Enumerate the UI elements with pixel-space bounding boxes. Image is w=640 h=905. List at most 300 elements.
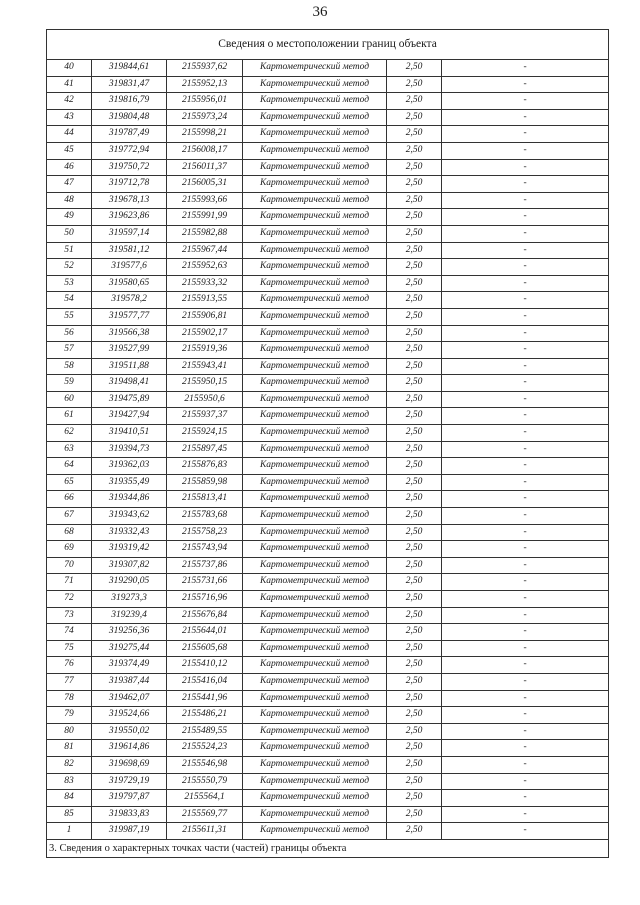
accuracy-cell: 2,50	[387, 275, 442, 292]
point-number-cell: 56	[47, 325, 92, 342]
description-cell: -	[442, 657, 609, 674]
y-coordinate-cell: 2155952,13	[167, 76, 243, 93]
accuracy-cell: 2,50	[387, 756, 442, 773]
y-coordinate-cell: 2155998,21	[167, 126, 243, 143]
description-cell: -	[442, 242, 609, 259]
y-coordinate-cell: 2155950,15	[167, 375, 243, 392]
accuracy-cell: 2,50	[387, 707, 442, 724]
y-coordinate-cell: 2155943,41	[167, 358, 243, 375]
accuracy-cell: 2,50	[387, 806, 442, 823]
y-coordinate-cell: 2155489,55	[167, 723, 243, 740]
method-cell: Картометрический метод	[243, 159, 387, 176]
accuracy-cell: 2,50	[387, 458, 442, 475]
accuracy-cell: 2,50	[387, 142, 442, 159]
description-cell: -	[442, 591, 609, 608]
method-cell: Картометрический метод	[243, 673, 387, 690]
x-coordinate-cell: 319344,86	[92, 491, 167, 508]
description-cell: -	[442, 541, 609, 558]
table-row	[47, 624, 609, 641]
accuracy-cell: 2,50	[387, 209, 442, 226]
y-coordinate-cell: 2155937,62	[167, 60, 243, 77]
accuracy-cell: 2,50	[387, 259, 442, 276]
x-coordinate-cell: 319614,86	[92, 740, 167, 757]
description-cell: -	[442, 823, 609, 840]
y-coordinate-cell: 2155933,32	[167, 275, 243, 292]
description-cell: -	[442, 458, 609, 475]
x-coordinate-cell: 319750,72	[92, 159, 167, 176]
accuracy-cell: 2,50	[387, 425, 442, 442]
method-cell: Картометрический метод	[243, 375, 387, 392]
method-cell: Картометрический метод	[243, 142, 387, 159]
x-coordinate-cell: 319833,83	[92, 806, 167, 823]
x-coordinate-cell: 319273,3	[92, 591, 167, 608]
x-coordinate-cell: 319374,49	[92, 657, 167, 674]
description-cell: -	[442, 508, 609, 525]
description-cell: -	[442, 209, 609, 226]
x-coordinate-cell: 319427,94	[92, 408, 167, 425]
table-body	[47, 30, 609, 858]
method-cell: Картометрический метод	[243, 425, 387, 442]
accuracy-cell: 2,50	[387, 126, 442, 143]
y-coordinate-cell: 2155546,98	[167, 756, 243, 773]
description-cell: -	[442, 557, 609, 574]
point-number-cell: 59	[47, 375, 92, 392]
x-coordinate-cell: 319787,49	[92, 126, 167, 143]
table-row	[47, 607, 609, 624]
point-number-cell: 44	[47, 126, 92, 143]
table-row	[47, 76, 609, 93]
method-cell: Картометрический метод	[243, 790, 387, 807]
table-row	[47, 375, 609, 392]
description-cell: -	[442, 790, 609, 807]
description-cell: -	[442, 109, 609, 126]
description-cell: -	[442, 142, 609, 159]
footer-note: 3. Сведения о характерных точках части (частей) границы объекта	[47, 839, 609, 857]
y-coordinate-cell: 2155906,81	[167, 308, 243, 325]
method-cell: Картометрический метод	[243, 508, 387, 525]
description-cell: -	[442, 192, 609, 209]
description-cell: -	[442, 756, 609, 773]
y-coordinate-cell: 2155605,68	[167, 640, 243, 657]
accuracy-cell: 2,50	[387, 60, 442, 77]
point-number-cell: 42	[47, 93, 92, 110]
point-number-cell: 63	[47, 441, 92, 458]
table-row	[47, 259, 609, 276]
x-coordinate-cell: 319844,61	[92, 60, 167, 77]
accuracy-cell: 2,50	[387, 93, 442, 110]
x-coordinate-cell: 319581,12	[92, 242, 167, 259]
point-number-cell: 58	[47, 358, 92, 375]
method-cell: Картометрический метод	[243, 192, 387, 209]
y-coordinate-cell: 2155731,66	[167, 574, 243, 591]
y-coordinate-cell: 2155716,96	[167, 591, 243, 608]
x-coordinate-cell: 319307,82	[92, 557, 167, 574]
point-number-cell: 71	[47, 574, 92, 591]
accuracy-cell: 2,50	[387, 109, 442, 126]
accuracy-cell: 2,50	[387, 391, 442, 408]
y-coordinate-cell: 2155876,83	[167, 458, 243, 475]
method-cell: Картометрический метод	[243, 773, 387, 790]
accuracy-cell: 2,50	[387, 225, 442, 242]
y-coordinate-cell: 2155991,99	[167, 209, 243, 226]
description-cell: -	[442, 259, 609, 276]
x-coordinate-cell: 319816,79	[92, 93, 167, 110]
table-row	[47, 591, 609, 608]
point-number-cell: 41	[47, 76, 92, 93]
accuracy-cell: 2,50	[387, 524, 442, 541]
point-number-cell: 82	[47, 756, 92, 773]
y-coordinate-cell: 2155644,01	[167, 624, 243, 641]
table-row	[47, 391, 609, 408]
point-number-cell: 67	[47, 508, 92, 525]
description-cell: -	[442, 225, 609, 242]
point-number-cell: 53	[47, 275, 92, 292]
point-number-cell: 68	[47, 524, 92, 541]
description-cell: -	[442, 425, 609, 442]
point-number-cell: 74	[47, 624, 92, 641]
y-coordinate-cell: 2155973,24	[167, 109, 243, 126]
y-coordinate-cell: 2155611,31	[167, 823, 243, 840]
y-coordinate-cell: 2155758,23	[167, 524, 243, 541]
table-row	[47, 773, 609, 790]
method-cell: Картометрический метод	[243, 723, 387, 740]
point-number-cell: 62	[47, 425, 92, 442]
table-row	[47, 126, 609, 143]
table-row	[47, 441, 609, 458]
point-number-cell: 43	[47, 109, 92, 126]
table-row	[47, 342, 609, 359]
point-number-cell: 80	[47, 723, 92, 740]
accuracy-cell: 2,50	[387, 690, 442, 707]
description-cell: -	[442, 60, 609, 77]
accuracy-cell: 2,50	[387, 408, 442, 425]
table-row	[47, 574, 609, 591]
method-cell: Картометрический метод	[243, 225, 387, 242]
description-cell: -	[442, 690, 609, 707]
x-coordinate-cell: 319577,77	[92, 308, 167, 325]
table-row	[47, 491, 609, 508]
table-row	[47, 690, 609, 707]
description-cell: -	[442, 342, 609, 359]
x-coordinate-cell: 319772,94	[92, 142, 167, 159]
point-number-cell: 81	[47, 740, 92, 757]
table-row	[47, 425, 609, 442]
accuracy-cell: 2,50	[387, 574, 442, 591]
table-row	[47, 308, 609, 325]
accuracy-cell: 2,50	[387, 591, 442, 608]
point-number-cell: 1	[47, 823, 92, 840]
y-coordinate-cell: 2155937,37	[167, 408, 243, 425]
description-cell: -	[442, 358, 609, 375]
x-coordinate-cell: 319797,87	[92, 790, 167, 807]
y-coordinate-cell: 2155550,79	[167, 773, 243, 790]
method-cell: Картометрический метод	[243, 657, 387, 674]
description-cell: -	[442, 806, 609, 823]
point-number-cell: 77	[47, 673, 92, 690]
x-coordinate-cell: 319987,19	[92, 823, 167, 840]
x-coordinate-cell: 319511,88	[92, 358, 167, 375]
description-cell: -	[442, 408, 609, 425]
accuracy-cell: 2,50	[387, 441, 442, 458]
method-cell: Картометрический метод	[243, 308, 387, 325]
y-coordinate-cell: 2155743,94	[167, 541, 243, 558]
point-number-cell: 73	[47, 607, 92, 624]
x-coordinate-cell: 319831,47	[92, 76, 167, 93]
point-number-cell: 84	[47, 790, 92, 807]
table-row	[47, 756, 609, 773]
x-coordinate-cell: 319712,78	[92, 176, 167, 193]
description-cell: -	[442, 325, 609, 342]
method-cell: Картометрический метод	[243, 441, 387, 458]
point-number-cell: 55	[47, 308, 92, 325]
point-number-cell: 60	[47, 391, 92, 408]
method-cell: Картометрический метод	[243, 242, 387, 259]
accuracy-cell: 2,50	[387, 308, 442, 325]
y-coordinate-cell: 2155569,77	[167, 806, 243, 823]
x-coordinate-cell: 319729,19	[92, 773, 167, 790]
y-coordinate-cell: 2155486,21	[167, 707, 243, 724]
y-coordinate-cell: 2155859,98	[167, 474, 243, 491]
boundary-table	[46, 29, 609, 858]
table-row	[47, 242, 609, 259]
description-cell: -	[442, 740, 609, 757]
table-row	[47, 292, 609, 309]
point-number-cell: 45	[47, 142, 92, 159]
x-coordinate-cell: 319580,65	[92, 275, 167, 292]
table-row	[47, 60, 609, 77]
method-cell: Картометрический метод	[243, 541, 387, 558]
y-coordinate-cell: 2155813,41	[167, 491, 243, 508]
method-cell: Картометрический метод	[243, 607, 387, 624]
section-header-row	[47, 30, 609, 60]
method-cell: Картометрический метод	[243, 126, 387, 143]
method-cell: Картометрический метод	[243, 524, 387, 541]
description-cell: -	[442, 524, 609, 541]
accuracy-cell: 2,50	[387, 640, 442, 657]
accuracy-cell: 2,50	[387, 375, 442, 392]
x-coordinate-cell: 319394,73	[92, 441, 167, 458]
description-cell: -	[442, 159, 609, 176]
y-coordinate-cell: 2155441,96	[167, 690, 243, 707]
y-coordinate-cell: 2156011,37	[167, 159, 243, 176]
y-coordinate-cell: 2155783,68	[167, 508, 243, 525]
accuracy-cell: 2,50	[387, 790, 442, 807]
x-coordinate-cell: 319256,36	[92, 624, 167, 641]
accuracy-cell: 2,50	[387, 740, 442, 757]
section-title: Сведения о местоположении границ объекта	[47, 30, 609, 60]
x-coordinate-cell: 319362,03	[92, 458, 167, 475]
point-number-cell: 85	[47, 806, 92, 823]
point-number-cell: 69	[47, 541, 92, 558]
footer-row	[47, 839, 609, 857]
table-row	[47, 458, 609, 475]
method-cell: Картометрический метод	[243, 740, 387, 757]
point-number-cell: 50	[47, 225, 92, 242]
table-row	[47, 790, 609, 807]
method-cell: Картометрический метод	[243, 358, 387, 375]
point-number-cell: 47	[47, 176, 92, 193]
x-coordinate-cell: 319597,14	[92, 225, 167, 242]
description-cell: -	[442, 391, 609, 408]
method-cell: Картометрический метод	[243, 756, 387, 773]
accuracy-cell: 2,50	[387, 557, 442, 574]
description-cell: -	[442, 773, 609, 790]
method-cell: Картометрический метод	[243, 292, 387, 309]
x-coordinate-cell: 319332,43	[92, 524, 167, 541]
table-row	[47, 541, 609, 558]
y-coordinate-cell: 2155967,44	[167, 242, 243, 259]
method-cell: Картометрический метод	[243, 690, 387, 707]
y-coordinate-cell: 2155897,45	[167, 441, 243, 458]
point-number-cell: 83	[47, 773, 92, 790]
table-row	[47, 557, 609, 574]
x-coordinate-cell: 319387,44	[92, 673, 167, 690]
table-row	[47, 142, 609, 159]
y-coordinate-cell: 2155737,86	[167, 557, 243, 574]
point-number-cell: 75	[47, 640, 92, 657]
accuracy-cell: 2,50	[387, 723, 442, 740]
table-row	[47, 508, 609, 525]
y-coordinate-cell: 2155950,6	[167, 391, 243, 408]
y-coordinate-cell: 2156005,31	[167, 176, 243, 193]
method-cell: Картометрический метод	[243, 275, 387, 292]
table-row	[47, 176, 609, 193]
description-cell: -	[442, 308, 609, 325]
point-number-cell: 54	[47, 292, 92, 309]
y-coordinate-cell: 2155924,15	[167, 425, 243, 442]
point-number-cell: 48	[47, 192, 92, 209]
table-row	[47, 673, 609, 690]
accuracy-cell: 2,50	[387, 474, 442, 491]
method-cell: Картометрический метод	[243, 93, 387, 110]
table-row	[47, 640, 609, 657]
x-coordinate-cell: 319319,42	[92, 541, 167, 558]
table-row	[47, 325, 609, 342]
x-coordinate-cell: 319410,51	[92, 425, 167, 442]
method-cell: Картометрический метод	[243, 707, 387, 724]
method-cell: Картометрический метод	[243, 342, 387, 359]
method-cell: Картометрический метод	[243, 591, 387, 608]
y-coordinate-cell: 2155416,04	[167, 673, 243, 690]
description-cell: -	[442, 275, 609, 292]
description-cell: -	[442, 176, 609, 193]
description-cell: -	[442, 640, 609, 657]
description-cell: -	[442, 723, 609, 740]
method-cell: Картометрический метод	[243, 60, 387, 77]
description-cell: -	[442, 474, 609, 491]
point-number-cell: 51	[47, 242, 92, 259]
accuracy-cell: 2,50	[387, 673, 442, 690]
accuracy-cell: 2,50	[387, 773, 442, 790]
method-cell: Картометрический метод	[243, 624, 387, 641]
method-cell: Картометрический метод	[243, 557, 387, 574]
accuracy-cell: 2,50	[387, 657, 442, 674]
accuracy-cell: 2,50	[387, 508, 442, 525]
accuracy-cell: 2,50	[387, 76, 442, 93]
description-cell: -	[442, 673, 609, 690]
point-number-cell: 61	[47, 408, 92, 425]
table-row	[47, 93, 609, 110]
y-coordinate-cell: 2155902,17	[167, 325, 243, 342]
x-coordinate-cell: 319577,6	[92, 259, 167, 276]
accuracy-cell: 2,50	[387, 358, 442, 375]
x-coordinate-cell: 319524,66	[92, 707, 167, 724]
y-coordinate-cell: 2155993,66	[167, 192, 243, 209]
point-number-cell: 76	[47, 657, 92, 674]
accuracy-cell: 2,50	[387, 292, 442, 309]
accuracy-cell: 2,50	[387, 342, 442, 359]
method-cell: Картометрический метод	[243, 458, 387, 475]
x-coordinate-cell: 319290,05	[92, 574, 167, 591]
table-row	[47, 358, 609, 375]
y-coordinate-cell: 2155913,55	[167, 292, 243, 309]
table-row	[47, 109, 609, 126]
point-number-cell: 46	[47, 159, 92, 176]
x-coordinate-cell: 319475,89	[92, 391, 167, 408]
table-row	[47, 192, 609, 209]
point-number-cell: 40	[47, 60, 92, 77]
y-coordinate-cell: 2155676,84	[167, 607, 243, 624]
x-coordinate-cell: 319275,44	[92, 640, 167, 657]
description-cell: -	[442, 491, 609, 508]
x-coordinate-cell: 319343,62	[92, 508, 167, 525]
method-cell: Картометрический метод	[243, 209, 387, 226]
x-coordinate-cell: 319462,07	[92, 690, 167, 707]
description-cell: -	[442, 76, 609, 93]
accuracy-cell: 2,50	[387, 541, 442, 558]
x-coordinate-cell: 319355,49	[92, 474, 167, 491]
x-coordinate-cell: 319678,13	[92, 192, 167, 209]
point-number-cell: 57	[47, 342, 92, 359]
description-cell: -	[442, 292, 609, 309]
point-number-cell: 52	[47, 259, 92, 276]
y-coordinate-cell: 2156008,17	[167, 142, 243, 159]
point-number-cell: 70	[47, 557, 92, 574]
method-cell: Картометрический метод	[243, 176, 387, 193]
point-number-cell: 66	[47, 491, 92, 508]
method-cell: Картометрический метод	[243, 109, 387, 126]
table-row	[47, 806, 609, 823]
accuracy-cell: 2,50	[387, 823, 442, 840]
y-coordinate-cell: 2155956,01	[167, 93, 243, 110]
description-cell: -	[442, 93, 609, 110]
y-coordinate-cell: 2155952,63	[167, 259, 243, 276]
table-row	[47, 225, 609, 242]
y-coordinate-cell: 2155524,23	[167, 740, 243, 757]
method-cell: Картометрический метод	[243, 76, 387, 93]
description-cell: -	[442, 624, 609, 641]
point-number-cell: 49	[47, 209, 92, 226]
table-row	[47, 275, 609, 292]
description-cell: -	[442, 126, 609, 143]
method-cell: Картометрический метод	[243, 491, 387, 508]
accuracy-cell: 2,50	[387, 192, 442, 209]
y-coordinate-cell: 2155410,12	[167, 657, 243, 674]
description-cell: -	[442, 574, 609, 591]
accuracy-cell: 2,50	[387, 159, 442, 176]
table-row	[47, 408, 609, 425]
method-cell: Картометрический метод	[243, 408, 387, 425]
method-cell: Картометрический метод	[243, 259, 387, 276]
description-cell: -	[442, 441, 609, 458]
point-number-cell: 65	[47, 474, 92, 491]
method-cell: Картометрический метод	[243, 823, 387, 840]
x-coordinate-cell: 319578,2	[92, 292, 167, 309]
x-coordinate-cell: 319804,48	[92, 109, 167, 126]
accuracy-cell: 2,50	[387, 176, 442, 193]
method-cell: Картометрический метод	[243, 574, 387, 591]
method-cell: Картометрический метод	[243, 640, 387, 657]
